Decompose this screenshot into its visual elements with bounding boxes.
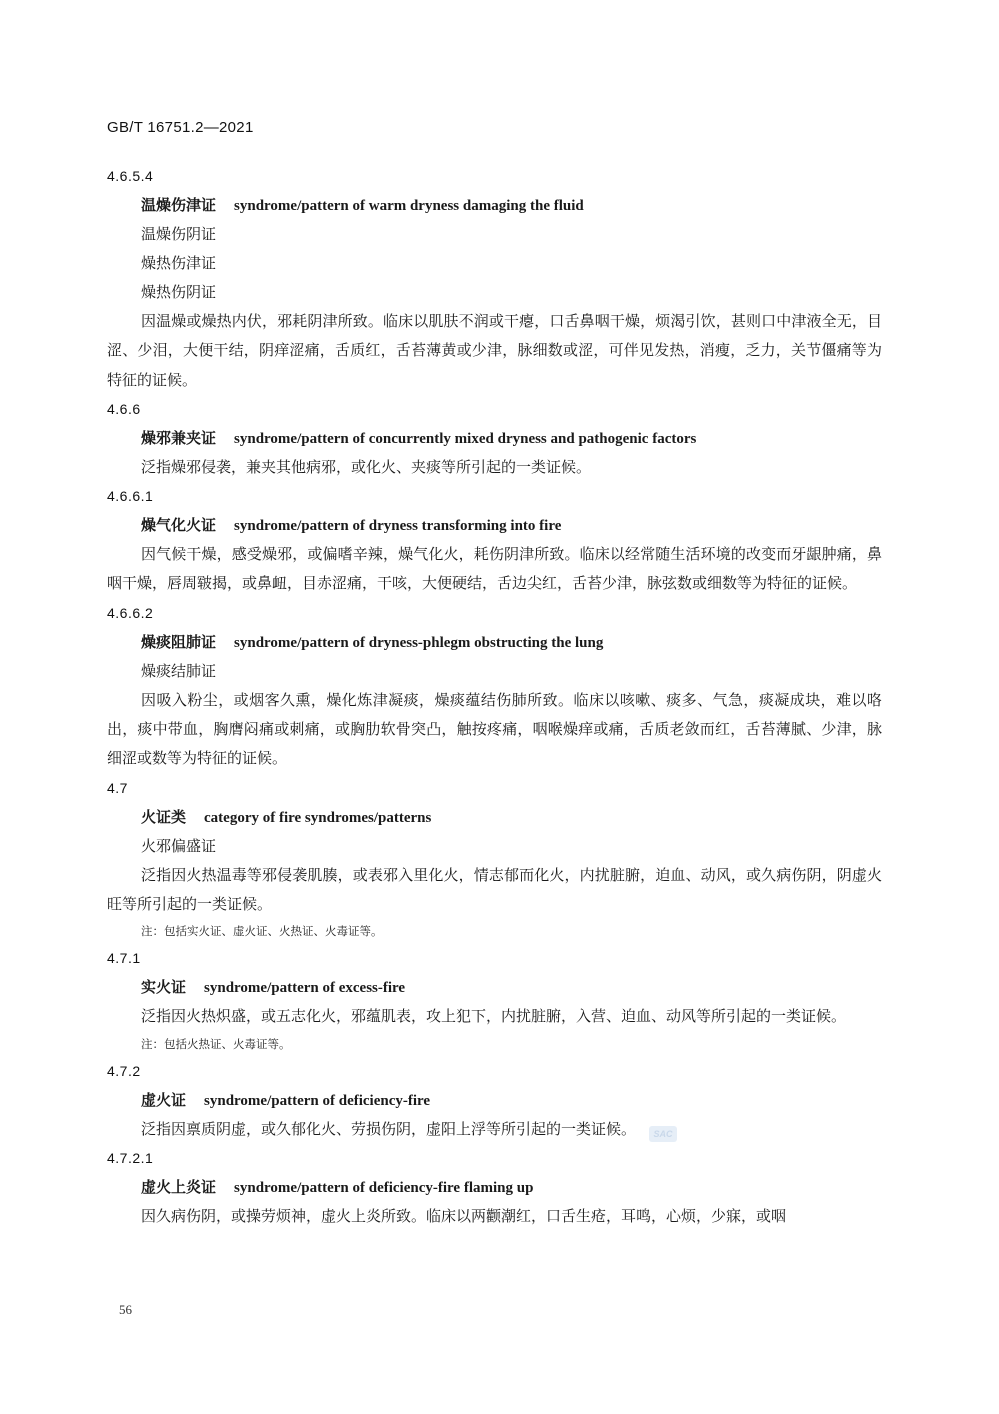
term-chinese: 实火证 bbox=[141, 978, 187, 997]
note: 注：包括火热证、火毒证等。 bbox=[141, 1036, 291, 1051]
term-chinese: 温燥伤津证 bbox=[141, 196, 217, 214]
entry bbox=[107, 395, 882, 482]
term-chinese: 燥邪兼夹证 bbox=[141, 428, 217, 447]
definition: 因久病伤阴，或操劳烦神，虚火上炎所致。临床以两颧潮红，口舌生疮，耳鸣，心烦，少寐，或咽 bbox=[141, 1206, 787, 1225]
entry-number: 4.7.2.1 bbox=[107, 1149, 154, 1166]
entry-term bbox=[107, 191, 882, 220]
entries-container bbox=[107, 162, 882, 1231]
entry bbox=[107, 482, 882, 599]
standard-code-header: GB/T 16751.2—2021 bbox=[107, 119, 254, 136]
term-english: syndrome/pattern of warm dryness damaging the fluid bbox=[234, 198, 584, 214]
synonym: 温燥伤阴证 bbox=[141, 225, 217, 243]
entry bbox=[107, 1057, 882, 1144]
definition: 因温燥或燥热内伏，邪耗阴津所致。临床以肌肤不润或干瘪，口舌鼻咽干燥，烦渴引饮，甚则口中津液全无，目涩、少泪，大便干结，阴痒涩痛，舌质红，舌苔薄黄或少津，脉细数或涩，可伴见发热，消瘦，乏力，关节僵痛等为特征的证候。 bbox=[107, 312, 882, 389]
definition: 泛指因火热炽盛，或五志化火，邪蕴肌表，攻上犯下，内扰脏腑，入营、迫血、动风等所引起的一类证候。 bbox=[141, 1007, 847, 1026]
entry bbox=[107, 599, 882, 774]
entry-number: 4.6.6 bbox=[107, 400, 141, 417]
entry-number: 4.6.6.1 bbox=[107, 488, 154, 505]
entry-term bbox=[107, 1173, 882, 1202]
term-english: syndrome/pattern of deficiency-fire flaming up bbox=[234, 1179, 534, 1196]
entry-term bbox=[107, 1086, 882, 1115]
definition: 泛指燥邪侵袭，兼夹其他病邪，或化火、夹痰等所引起的一类证候。 bbox=[141, 457, 592, 476]
synonym: 燥热伤阴证 bbox=[141, 283, 217, 301]
term-chinese: 虚火证 bbox=[141, 1090, 187, 1109]
page-number: 56 bbox=[119, 1302, 132, 1317]
term-english: syndrome/pattern of excess-fire bbox=[204, 980, 406, 997]
definition: 因吸入粉尘，或烟客久熏，燥化炼津凝痰，燥痰蕴结伤肺所致。临床以咳嗽、痰多、气急，痰凝成块，难以咯出，痰中带血，胸膺闷痛或刺痛，或胸肋软骨突凸，触按疼痛，咽喉燥痒或痛，舌质老敛而红，舌苔薄腻、少津，脉细涩或数等为特征的证候。 bbox=[107, 690, 882, 768]
term-english: category of fire syndromes/patterns bbox=[204, 809, 432, 826]
synonym: 火邪偏盛证 bbox=[141, 836, 217, 855]
definition: 因气候干燥，感受燥邪，或偏嗜辛辣，燥气化火，耗伤阴津所致。临床以经常随生活环境的改变而牙龈肿痛，鼻咽干燥，唇周皲揭，或鼻衄，目赤涩痛，干咳，大便硬结，舌边尖红，舌苔少津，脉弦数或细数等为特征的证候。 bbox=[107, 545, 882, 593]
entry-term bbox=[107, 511, 882, 540]
entry-number: 4.7.2 bbox=[107, 1062, 141, 1079]
definition: 泛指因火热温毒等邪侵袭肌腠，或表邪入里化火，情志郁而化火，内扰脏腑，迫血、动风，或久病伤阴，阴虚火旺等所引起的一类证候。 bbox=[107, 865, 882, 913]
entry-number: 4.7.1 bbox=[107, 950, 141, 967]
entry bbox=[107, 1144, 882, 1231]
entry bbox=[107, 774, 882, 945]
entry-term bbox=[107, 803, 882, 832]
entry-term bbox=[107, 424, 882, 453]
term-english: syndrome/pattern of deficiency-fire bbox=[204, 1092, 431, 1109]
term-chinese: 燥气化火证 bbox=[141, 516, 217, 535]
entry bbox=[107, 162, 882, 395]
sac-watermark-logo: SAC bbox=[649, 1126, 677, 1142]
term-chinese: 火证类 bbox=[141, 807, 187, 826]
term-english: syndrome/pattern of concurrently mixed dryness and pathogenic factors bbox=[234, 430, 697, 447]
synonym: 燥热伤津证 bbox=[141, 254, 217, 272]
synonym: 燥痰结肺证 bbox=[141, 661, 217, 680]
note: 注：包括实火证、虚火证、火热证、火毒证等。 bbox=[141, 924, 383, 939]
entry-term bbox=[107, 628, 882, 657]
term-chinese: 燥痰阻肺证 bbox=[141, 632, 217, 651]
entry-number: 4.7 bbox=[107, 779, 128, 796]
entry-number: 4.6.5.4 bbox=[107, 168, 154, 184]
entry-number: 4.6.6.2 bbox=[107, 604, 154, 621]
entry-term bbox=[107, 973, 882, 1002]
term-english: syndrome/pattern of dryness-phlegm obstructing the lung bbox=[234, 634, 604, 651]
term-english: syndrome/pattern of dryness transforming into fire bbox=[234, 518, 562, 535]
definition: 泛指因禀质阴虚，或久郁化火、劳损伤阴，虚阳上浮等所引起的一类证候。 bbox=[141, 1119, 637, 1138]
term-chinese: 虚火上炎证 bbox=[141, 1177, 217, 1196]
entry bbox=[107, 944, 882, 1056]
